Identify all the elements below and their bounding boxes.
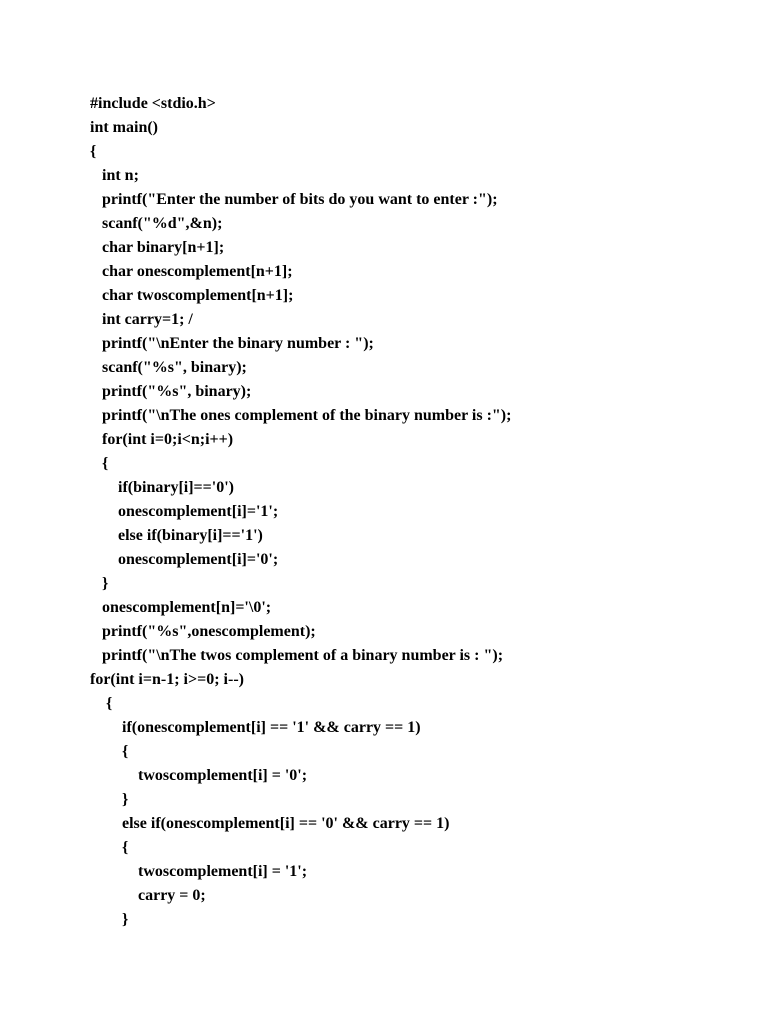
- code-line: onescomplement[n]='\0';: [90, 599, 272, 616]
- code-line: for(int i=n-1; i>=0; i--): [90, 671, 244, 688]
- code-line: twoscomplement[i] = '0';: [90, 767, 308, 784]
- code-line: printf("%s", binary);: [90, 383, 252, 400]
- code-line: if(binary[i]=='0'): [90, 479, 234, 496]
- code-line: if(onescomplement[i] == '1' && carry == 1): [90, 719, 421, 736]
- code-line: int n;: [90, 167, 139, 184]
- code-line: int main(): [90, 119, 158, 136]
- code-line: onescomplement[i]='0';: [90, 551, 279, 568]
- code-line: }: [90, 575, 109, 592]
- code-line: onescomplement[i]='1';: [90, 503, 279, 520]
- code-line: printf("\nEnter the binary number : ");: [90, 335, 374, 352]
- code-line: char twoscomplement[n+1];: [90, 287, 294, 304]
- code-line: {: [90, 743, 129, 760]
- code-line: else if(binary[i]=='1'): [90, 527, 263, 544]
- code-line: }: [90, 791, 129, 808]
- code-line: {: [90, 143, 97, 160]
- code-line: printf("\nThe ones complement of the binary number is :");: [90, 407, 512, 424]
- code-line: {: [90, 839, 129, 856]
- code-line: scanf("%d",&n);: [90, 215, 223, 232]
- code-listing: [90, 92, 511, 932]
- code-line: printf("Enter the number of bits do you want to enter :");: [90, 191, 498, 208]
- code-line: {: [90, 455, 109, 472]
- code-line: #include <stdio.h>: [90, 95, 216, 112]
- code-line: carry = 0;: [90, 887, 206, 904]
- code-line: }: [90, 911, 129, 928]
- code-line: char onescomplement[n+1];: [90, 263, 293, 280]
- code-line: printf("%s",onescomplement);: [90, 623, 316, 640]
- code-line: for(int i=0;i<n;i++): [90, 431, 234, 448]
- code-line: else if(onescomplement[i] == '0' && carry == 1): [90, 815, 450, 832]
- code-line: {: [90, 695, 113, 712]
- code-line: printf("\nThe twos complement of a binary number is : ");: [90, 647, 504, 664]
- code-line: scanf("%s", binary);: [90, 359, 247, 376]
- code-line: twoscomplement[i] = '1';: [90, 863, 308, 880]
- code-line: int carry=1; /: [90, 311, 193, 328]
- code-line: char binary[n+1];: [90, 239, 225, 256]
